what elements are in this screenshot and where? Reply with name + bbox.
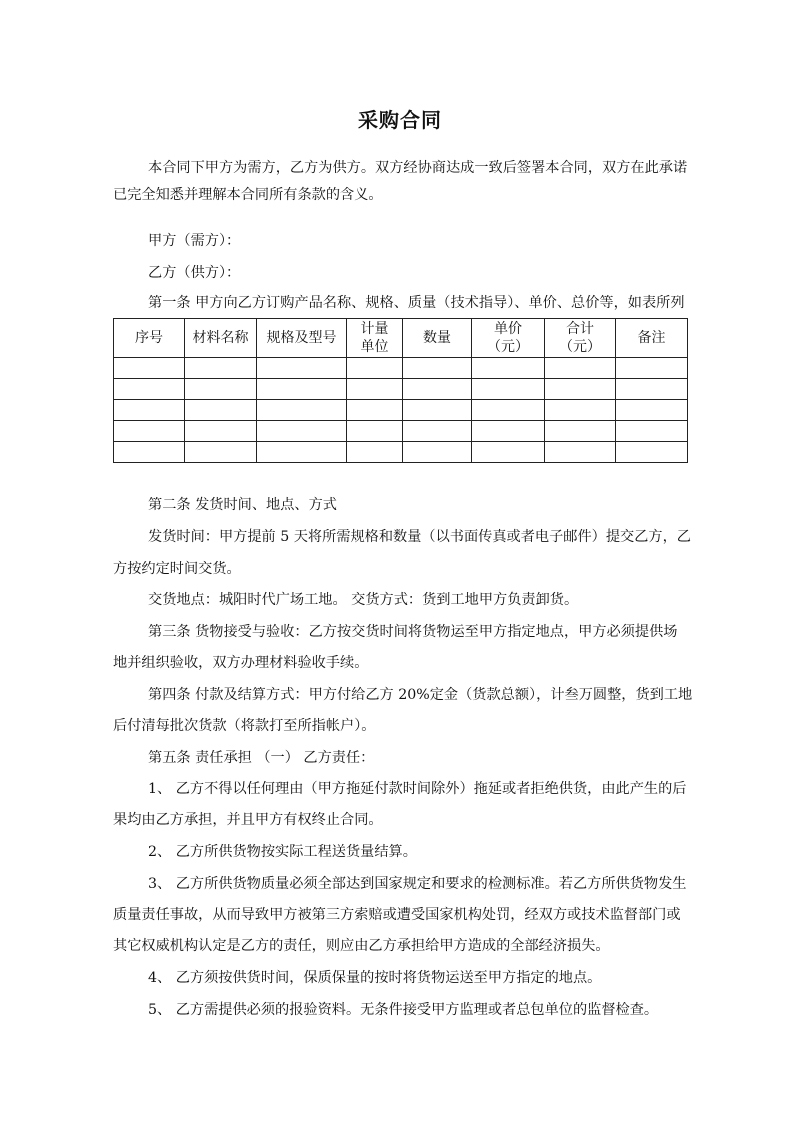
- table-cell: [545, 379, 616, 400]
- goods-table: [113, 318, 688, 463]
- header-cell: 备注: [616, 319, 688, 358]
- table-cell: [403, 400, 472, 421]
- table-cell: [257, 421, 347, 442]
- header-cell: 规格及型号: [257, 319, 347, 358]
- header-cell: 合计 （元）: [545, 319, 616, 358]
- article-5-item-3-line-1: 3、 乙方所供货物质量必须全部达到国家规定和要求的检测标准。若乙方所供货物发生: [148, 876, 687, 892]
- table-cell: [616, 358, 688, 379]
- article-5-item-1-line-2: 果均由乙方承担，并且甲方有权终止合同。: [113, 812, 383, 828]
- contract-title: 采购合同: [358, 108, 442, 132]
- party-b-label: 乙方（供方）：: [148, 265, 241, 281]
- table-cell: [472, 358, 545, 379]
- table-cell: [545, 400, 616, 421]
- table-cell: [114, 421, 185, 442]
- article-1: 第一条 甲方向乙方订购产品名称、规格、质量（技术指导）、单价、总价等，如表所列: [148, 295, 685, 311]
- header-cell: 序号: [114, 319, 185, 358]
- article-5-item-3-line-3: 其它权威机构认定是乙方的责任，则应由乙方承担给甲方造成的全部经济损失。: [113, 938, 610, 954]
- table-cell: [472, 421, 545, 442]
- table-cell: [347, 400, 403, 421]
- table-cell: [616, 442, 688, 463]
- table-header-row: [114, 319, 688, 358]
- table-cell: [347, 379, 403, 400]
- table-cell: [616, 379, 688, 400]
- article-4-line-1: 第四条 付款及结算方式：甲方付给乙方 20%定金（货款总额），计叁万圆整，货到工地: [148, 687, 693, 703]
- header-cell: 数量: [403, 319, 472, 358]
- table-cell: [185, 442, 257, 463]
- table-cell: [185, 379, 257, 400]
- table-cell: [347, 421, 403, 442]
- header-cell: 计量 单位: [347, 319, 403, 358]
- table-row: [114, 379, 688, 400]
- header-cell: 材料名称: [185, 319, 257, 358]
- table-row: [114, 358, 688, 379]
- article-5-item-3-line-2: 质量责任事故，从而导致甲方被第三方索赔或遭受国家机构处罚，经双方或技术监督部门或: [113, 907, 681, 923]
- table-cell: [185, 421, 257, 442]
- table-cell: [114, 400, 185, 421]
- article-2-time-line-2: 方按约定时间交货。: [113, 561, 241, 577]
- table-cell: [185, 358, 257, 379]
- table-cell: [403, 358, 472, 379]
- table-cell: [472, 400, 545, 421]
- table-row: [114, 421, 688, 442]
- article-5-item-4: 4、 乙方须按供货时间，保质保量的按时将货物运送至甲方指定的地点。: [148, 970, 602, 986]
- table-cell: [114, 358, 185, 379]
- article-2-heading: 第二条 发货时间、地点、方式: [148, 497, 337, 513]
- table-cell: [545, 442, 616, 463]
- table-cell: [257, 379, 347, 400]
- table-cell: [257, 358, 347, 379]
- table-cell: [403, 379, 472, 400]
- article-2-place: 交货地点：城阳时代广场工地。 交货方式：货到工地甲方负责卸货。: [148, 592, 579, 608]
- article-3-line-2: 地并组织验收，双方办理材料验收手续。: [113, 655, 369, 671]
- table-cell: [472, 442, 545, 463]
- table-cell: [257, 442, 347, 463]
- article-5-item-5: 5、 乙方需提供必须的报验资料。无条件接受甲方监理或者总包单位的监督检查。: [148, 1002, 659, 1018]
- table-cell: [347, 358, 403, 379]
- table-cell: [347, 442, 403, 463]
- article-5-item-1-line-1: 1、 乙方不得以任何理由（甲方拖延付款时间除外）拖延或者拒绝供货，由此产生的后: [148, 781, 687, 797]
- table-cell: [545, 421, 616, 442]
- table-cell: [403, 442, 472, 463]
- table-row: [114, 400, 688, 421]
- header-cell: 单价 （元）: [472, 319, 545, 358]
- table-cell: [616, 421, 688, 442]
- table-cell: [257, 400, 347, 421]
- article-2-time-line-1: 发货时间：甲方提前 5 天将所需规格和数量（以书面传真或者电子邮件）提交乙方，乙: [148, 529, 691, 545]
- article-4-line-2: 后付清每批次货款（将款打至所指帐户）。: [113, 718, 376, 734]
- table-cell: [616, 400, 688, 421]
- intro-line-2: 已完全知悉并理解本合同所有条款的含义。: [113, 187, 383, 203]
- article-5-heading: 第五条 责任承担 （一） 乙方责任：: [148, 750, 375, 766]
- table-cell: [114, 442, 185, 463]
- table-cell: [403, 421, 472, 442]
- intro-line-1: 本合同下甲方为需方，乙方为供方。双方经协商达成一致后签署本合同，双方在此承诺: [148, 160, 688, 176]
- article-5-item-2: 2、 乙方所供货物按实际工程送货量结算。: [148, 844, 417, 860]
- table-row: [114, 442, 688, 463]
- party-a-label: 甲方（需方）：: [148, 233, 241, 249]
- table-cell: [185, 400, 257, 421]
- table-cell: [472, 379, 545, 400]
- table-cell: [545, 358, 616, 379]
- table-cell: [114, 379, 185, 400]
- article-3-line-1: 第三条 货物接受与验收：乙方按交货时间将货物运至甲方指定地点，甲方必须提供场: [148, 624, 678, 640]
